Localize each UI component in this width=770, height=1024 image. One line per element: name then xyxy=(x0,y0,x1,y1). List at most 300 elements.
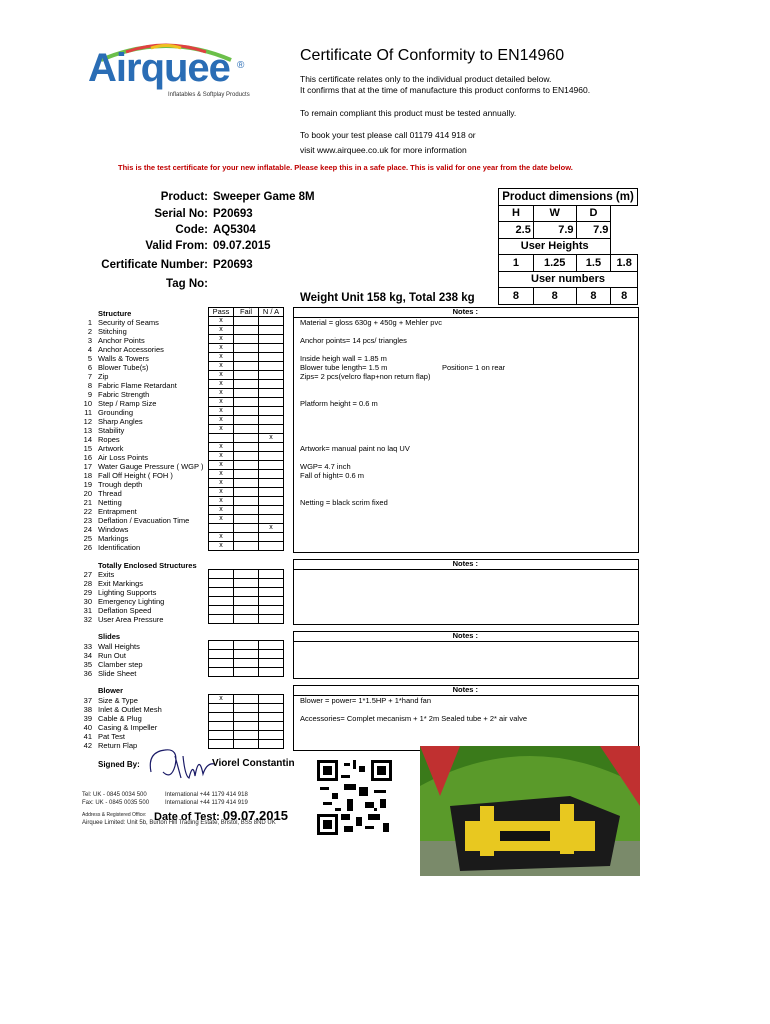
item-number: 38 xyxy=(83,705,92,714)
notes-divider xyxy=(294,569,638,570)
check-cell-pass[interactable]: x xyxy=(209,344,234,353)
enclosed-title: Totally Enclosed Structures xyxy=(98,561,197,570)
check-cell-pass[interactable]: x xyxy=(209,479,234,488)
item-label: Inlet & Outlet Mesh xyxy=(98,705,162,714)
check-cell-pass[interactable] xyxy=(209,668,234,677)
item-label: Stability xyxy=(98,426,125,435)
check-cell-fail[interactable] xyxy=(234,506,259,515)
footer-tel-international: International +44 1179 414 918 xyxy=(165,792,248,798)
check-cell-na[interactable]: x xyxy=(259,434,284,443)
grid-row xyxy=(209,497,284,506)
item-label: Wall Heights xyxy=(98,642,140,651)
note-line: Anchor points= 14 pcs/ triangles xyxy=(300,336,407,345)
item-number: 11 xyxy=(84,408,92,417)
item-number: 16 xyxy=(83,453,92,462)
check-cell-na[interactable] xyxy=(259,570,284,579)
check-cell-fail[interactable] xyxy=(234,434,259,443)
item-label: Run Out xyxy=(98,651,126,660)
check-cell-na[interactable] xyxy=(259,506,284,515)
blower-title: Blower xyxy=(98,686,124,695)
note-line: WGP= 4.7 inch xyxy=(300,462,351,471)
item-label: Stitching xyxy=(98,327,127,336)
logo: Airquee xyxy=(88,46,230,90)
item-label: Windows xyxy=(98,525,129,534)
item-number: 15 xyxy=(83,444,92,453)
check-cell-fail[interactable] xyxy=(234,533,259,542)
check-cell-na[interactable] xyxy=(259,479,284,488)
item-label: Blower Tube(s) xyxy=(98,363,149,372)
item-number: 20 xyxy=(83,489,92,498)
check-cell-fail[interactable] xyxy=(234,344,259,353)
grid-header-cell: Pass xyxy=(209,308,234,317)
check-cell-pass[interactable]: x xyxy=(209,452,234,461)
item-number: 23 xyxy=(83,516,92,525)
grid-row xyxy=(209,407,284,416)
check-cell-na[interactable] xyxy=(259,641,284,650)
grid-row xyxy=(209,704,284,713)
check-cell-pass[interactable] xyxy=(209,650,234,659)
user-number: 8 xyxy=(611,288,638,305)
enclosed-check-grid xyxy=(208,569,284,624)
grid-row xyxy=(209,506,284,515)
check-cell-pass[interactable] xyxy=(209,606,234,615)
item-number: 26 xyxy=(83,543,92,552)
grid-row xyxy=(209,659,284,668)
item-label: Clamber step xyxy=(98,660,143,669)
check-cell-pass[interactable]: x xyxy=(209,326,234,335)
item-number: 41 xyxy=(83,732,92,741)
check-cell-pass[interactable]: x xyxy=(209,380,234,389)
check-cell-na[interactable] xyxy=(259,704,284,713)
empty-cell xyxy=(611,222,638,239)
check-cell-fail[interactable] xyxy=(234,704,259,713)
check-cell-pass[interactable]: x xyxy=(209,389,234,398)
item-label: Sharp Angles xyxy=(98,417,143,426)
grid-row xyxy=(209,597,284,606)
note-line: Blower = power= 1*1.5HP + 1*hand fan xyxy=(300,696,431,705)
check-cell-fail[interactable] xyxy=(234,362,259,371)
check-cell-na[interactable] xyxy=(259,533,284,542)
check-cell-fail[interactable] xyxy=(234,713,259,722)
check-cell-fail[interactable] xyxy=(234,579,259,588)
check-cell-fail[interactable] xyxy=(234,416,259,425)
check-cell-pass[interactable]: x xyxy=(209,317,234,326)
check-cell-fail[interactable] xyxy=(234,488,259,497)
check-cell-na[interactable] xyxy=(259,344,284,353)
empty-cell xyxy=(611,238,638,255)
check-cell-na[interactable] xyxy=(259,335,284,344)
check-cell-pass[interactable] xyxy=(209,713,234,722)
check-cell-pass[interactable]: x xyxy=(209,542,234,551)
code-label: Code: xyxy=(175,224,208,236)
grid-row xyxy=(209,425,284,434)
product-label: Product: xyxy=(160,191,208,203)
check-cell-fail[interactable] xyxy=(234,452,259,461)
item-label: Fall Off Height ( FOH ) xyxy=(98,471,173,480)
user-number: 8 xyxy=(576,288,611,305)
item-number: 12 xyxy=(83,417,92,426)
item-label: Casing & Impeller xyxy=(98,723,158,732)
check-cell-na[interactable] xyxy=(259,461,284,470)
warning-text: This is the test certificate for your new inflatable. Please keep this in a safe place. This is valid for one year from the date below. xyxy=(118,163,573,172)
item-number: 25 xyxy=(83,534,92,543)
check-cell-na[interactable] xyxy=(259,416,284,425)
check-cell-na[interactable] xyxy=(259,515,284,524)
item-number: 3 xyxy=(87,336,92,345)
check-cell-pass[interactable]: x xyxy=(209,362,234,371)
item-number: 6 xyxy=(87,363,92,372)
check-cell-fail[interactable] xyxy=(234,398,259,407)
check-cell-na[interactable] xyxy=(259,497,284,506)
notes-header: Notes : xyxy=(452,685,478,694)
note-line: Zips= 2 pcs(velcro flap+non return flap) xyxy=(300,372,431,381)
check-cell-na[interactable] xyxy=(259,659,284,668)
check-cell-na[interactable] xyxy=(259,722,284,731)
item-label: Trough depth xyxy=(98,480,143,489)
item-label: Water Gauge Pressure ( WGP ) xyxy=(98,462,204,471)
grid-row xyxy=(209,362,284,371)
check-cell-na[interactable] xyxy=(259,353,284,362)
dim-value: 7.9 xyxy=(576,222,611,239)
item-label: Ropes xyxy=(98,435,120,444)
product-photo xyxy=(420,746,640,876)
check-cell-pass[interactable]: x xyxy=(209,488,234,497)
item-label: Entrapment xyxy=(98,507,137,516)
item-label: Exit Markings xyxy=(98,579,144,588)
check-cell-pass[interactable] xyxy=(209,722,234,731)
item-label: Cable & Plug xyxy=(98,714,142,723)
check-cell-fail[interactable] xyxy=(234,461,259,470)
check-cell-fail[interactable] xyxy=(234,515,259,524)
check-cell-na[interactable] xyxy=(259,452,284,461)
grid-row xyxy=(209,416,284,425)
user-height: 1.8 xyxy=(611,255,638,272)
enclosed-notes-box xyxy=(293,559,639,625)
check-cell-na[interactable] xyxy=(259,579,284,588)
item-number: 4 xyxy=(87,345,92,354)
grid-row xyxy=(209,353,284,362)
grid-row xyxy=(209,434,284,443)
check-cell-pass[interactable] xyxy=(209,659,234,668)
check-cell-fail[interactable] xyxy=(234,668,259,677)
grid-row xyxy=(209,650,284,659)
dim-value: 2.5 xyxy=(499,222,534,239)
check-cell-fail[interactable] xyxy=(234,443,259,452)
item-number: 39 xyxy=(83,714,92,723)
check-cell-pass[interactable]: x xyxy=(209,515,234,524)
check-cell-na[interactable] xyxy=(259,470,284,479)
dim-header: D xyxy=(576,205,611,222)
user-heights-title: User Heights xyxy=(499,238,611,255)
check-cell-na[interactable] xyxy=(259,668,284,677)
grid-row xyxy=(209,479,284,488)
check-cell-na[interactable] xyxy=(259,542,284,551)
dim-header: W xyxy=(533,205,576,222)
grid-row xyxy=(209,713,284,722)
dim-header: H xyxy=(499,205,534,222)
check-cell-na[interactable] xyxy=(259,740,284,749)
item-label: Deflation Speed xyxy=(98,606,152,615)
item-label: Emergency Lighting xyxy=(98,597,165,606)
user-numbers-title: User numbers xyxy=(499,271,638,288)
grid-row xyxy=(209,326,284,335)
item-label: Lighting Supports xyxy=(98,588,157,597)
note-line: Accessories= Complet mecanism + 1* 2m Sealed tube + 2* air valve xyxy=(300,714,527,723)
date-label: Date of Test: xyxy=(154,811,220,823)
check-cell-pass[interactable]: x xyxy=(209,407,234,416)
check-cell-pass[interactable] xyxy=(209,597,234,606)
check-cell-na[interactable] xyxy=(259,425,284,434)
item-label: Thread xyxy=(98,489,122,498)
check-cell-pass[interactable]: x xyxy=(209,371,234,380)
date-value: 09.07.2015 xyxy=(222,808,288,823)
item-number: 30 xyxy=(83,597,92,606)
check-cell-na[interactable]: x xyxy=(259,524,284,533)
check-cell-fail[interactable] xyxy=(234,641,259,650)
item-label: Netting xyxy=(98,498,122,507)
check-cell-na[interactable] xyxy=(259,371,284,380)
grid-header-cell: N / A xyxy=(259,308,284,317)
notes-header: Notes : xyxy=(452,559,478,568)
check-cell-pass[interactable]: x xyxy=(209,443,234,452)
user-height: 1.5 xyxy=(576,255,611,272)
check-cell-na[interactable] xyxy=(259,362,284,371)
check-cell-na[interactable] xyxy=(259,597,284,606)
item-number: 17 xyxy=(83,462,92,471)
grid-row xyxy=(209,722,284,731)
check-cell-pass[interactable]: x xyxy=(209,461,234,470)
check-cell-pass[interactable] xyxy=(209,641,234,650)
footer-fax-international: International +44 1179 414 919 xyxy=(165,800,248,806)
check-cell-pass[interactable] xyxy=(209,731,234,740)
user-number: 8 xyxy=(499,288,534,305)
intro-line-2: It confirms that at the time of manufacture this product conforms to EN14960. xyxy=(300,85,591,95)
item-label: Step / Ramp Size xyxy=(98,399,157,408)
check-cell-fail[interactable] xyxy=(234,542,259,551)
check-cell-fail[interactable] xyxy=(234,615,259,624)
date-of-test xyxy=(154,808,288,823)
footer-office-label: Address & Registered Office: xyxy=(82,812,147,818)
dimensions-title: Product dimensions (m) xyxy=(499,189,638,206)
signature-name: Viorel Constantin xyxy=(212,758,295,769)
certificate-title: Certificate Of Conformity to EN14960 xyxy=(300,47,565,64)
user-height: 1 xyxy=(499,255,534,272)
product-value: Sweeper Game 8M xyxy=(213,191,315,203)
grid-row xyxy=(209,579,284,588)
intro-line-5: visit www.airquee.co.uk for more information xyxy=(300,145,467,155)
structure-check-grid xyxy=(208,307,284,551)
serial-value: P20693 xyxy=(213,208,253,220)
item-label: Fabric Flame Retardant xyxy=(98,381,177,390)
item-number: 34 xyxy=(83,651,92,660)
item-label: Security of Seams xyxy=(98,318,159,327)
check-cell-fail[interactable] xyxy=(234,389,259,398)
item-label: Anchor Points xyxy=(98,336,145,345)
item-number: 13 xyxy=(83,426,92,435)
check-cell-pass[interactable]: x xyxy=(209,506,234,515)
grid-row xyxy=(209,371,284,380)
check-cell-pass[interactable]: x xyxy=(209,533,234,542)
check-cell-fail[interactable] xyxy=(234,650,259,659)
slides-title: Slides xyxy=(98,632,121,641)
grid-row xyxy=(209,570,284,579)
check-cell-na[interactable] xyxy=(259,407,284,416)
intro-line-4: To book your test please call 01179 414 918 or xyxy=(300,130,476,140)
item-number: 8 xyxy=(87,381,92,390)
grid-row xyxy=(209,335,284,344)
item-number: 32 xyxy=(83,615,92,624)
check-cell-na[interactable] xyxy=(259,731,284,740)
note-line: Inside heigh wall = 1.85 m xyxy=(300,354,387,363)
check-cell-pass[interactable]: x xyxy=(209,335,234,344)
check-cell-fail[interactable] xyxy=(234,570,259,579)
grid-row xyxy=(209,515,284,524)
check-cell-fail[interactable] xyxy=(234,335,259,344)
check-cell-fail[interactable] xyxy=(234,380,259,389)
item-number: 31 xyxy=(83,606,92,615)
item-label: Exits xyxy=(98,570,115,579)
grid-row xyxy=(209,542,284,551)
check-cell-fail[interactable] xyxy=(234,606,259,615)
check-cell-na[interactable] xyxy=(259,389,284,398)
check-cell-na[interactable] xyxy=(259,398,284,407)
grid-row xyxy=(209,615,284,624)
footer-tel: Tel: UK - 0845 0034 500 xyxy=(82,792,147,798)
item-label: Zip xyxy=(98,372,109,381)
item-number: 14 xyxy=(83,435,92,444)
blower-check-grid xyxy=(208,694,284,749)
check-cell-fail[interactable] xyxy=(234,588,259,597)
check-cell-fail[interactable] xyxy=(234,524,259,533)
item-number: 29 xyxy=(83,588,92,597)
check-cell-na[interactable] xyxy=(259,588,284,597)
check-cell-pass[interactable]: x xyxy=(209,695,234,704)
check-cell-fail[interactable] xyxy=(234,497,259,506)
item-label: Return Flap xyxy=(98,741,138,750)
check-cell-na[interactable] xyxy=(259,326,284,335)
notes-divider xyxy=(294,641,638,642)
check-cell-pass[interactable] xyxy=(209,588,234,597)
serial-label: Serial No: xyxy=(154,208,208,220)
check-cell-pass[interactable] xyxy=(209,704,234,713)
item-number: 24 xyxy=(83,525,92,534)
footer-fax: Fax: UK - 0845 0035 500 xyxy=(82,800,150,806)
logo-tagline: Inflatables & Softplay Products xyxy=(168,92,250,98)
check-cell-pass[interactable] xyxy=(209,579,234,588)
empty-cell xyxy=(611,205,638,222)
check-cell-pass[interactable]: x xyxy=(209,398,234,407)
item-number: 33 xyxy=(83,642,92,651)
certificate-number-label: Certificate Number: xyxy=(101,259,208,271)
check-cell-na[interactable] xyxy=(259,713,284,722)
grid-row xyxy=(209,588,284,597)
check-cell-pass[interactable]: x xyxy=(209,470,234,479)
note-line: Position= 1 on rear xyxy=(442,363,506,372)
intro-line-3: To remain compliant this product must be tested annually. xyxy=(300,108,517,118)
note-line: Blower tube length= 1.5 m xyxy=(300,363,388,372)
check-cell-pass[interactable]: x xyxy=(209,425,234,434)
item-number: 1 xyxy=(87,318,92,327)
check-cell-na[interactable] xyxy=(259,380,284,389)
registered-mark: ® xyxy=(237,60,245,71)
item-number: 21 xyxy=(83,498,92,507)
check-cell-na[interactable] xyxy=(259,615,284,624)
check-cell-pass[interactable] xyxy=(209,434,234,443)
check-cell-fail[interactable] xyxy=(234,425,259,434)
intro-line-1: This certificate relates only to the individual product detailed below. xyxy=(300,74,552,84)
item-label: Fabric Strength xyxy=(98,390,150,399)
check-cell-pass[interactable] xyxy=(209,615,234,624)
item-number: 2 xyxy=(87,327,92,336)
dim-value: 7.9 xyxy=(533,222,576,239)
check-cell-na[interactable] xyxy=(259,606,284,615)
grid-row xyxy=(209,452,284,461)
check-cell-fail[interactable] xyxy=(234,597,259,606)
notes-header: Notes : xyxy=(452,307,478,316)
check-cell-pass[interactable]: x xyxy=(209,497,234,506)
check-cell-fail[interactable] xyxy=(234,479,259,488)
check-cell-fail[interactable] xyxy=(234,731,259,740)
notes-header: Notes : xyxy=(452,631,478,640)
grid-row xyxy=(209,488,284,497)
item-number: 10 xyxy=(83,399,92,408)
item-number: 27 xyxy=(83,570,92,579)
grid-header-row xyxy=(209,308,284,317)
item-label: Slide Sheet xyxy=(98,669,137,678)
check-cell-pass[interactable] xyxy=(209,524,234,533)
check-cell-fail[interactable] xyxy=(234,371,259,380)
check-cell-fail[interactable] xyxy=(234,722,259,731)
grid-row xyxy=(209,668,284,677)
note-line: Material = gloss 630g + 450g + Mehler pvc xyxy=(300,318,442,327)
check-cell-fail[interactable] xyxy=(234,353,259,362)
weight-text: Weight Unit 158 kg, Total 238 kg xyxy=(300,292,475,304)
footer-address: Airquee Limited: Unit 5b, Burton Hill Trading Estate, Bristol, BS5 8ND UK xyxy=(82,820,276,826)
grid-row xyxy=(209,380,284,389)
check-cell-fail[interactable] xyxy=(234,470,259,479)
check-cell-pass[interactable]: x xyxy=(209,416,234,425)
check-cell-na[interactable] xyxy=(259,443,284,452)
check-cell-pass[interactable]: x xyxy=(209,353,234,362)
note-line: Fall of hight= 0.6 m xyxy=(300,471,364,480)
item-number: 7 xyxy=(87,372,92,381)
note-line: Artwork= manual paint no laq UV xyxy=(300,444,410,453)
note-line: Netting = black scrim fixed xyxy=(300,498,388,507)
user-height: 1.25 xyxy=(533,255,576,272)
grid-row xyxy=(209,731,284,740)
item-number: 42 xyxy=(83,741,92,750)
item-label: Air Loss Points xyxy=(98,453,149,462)
check-cell-na[interactable] xyxy=(259,317,284,326)
item-number: 40 xyxy=(83,723,92,732)
check-cell-na[interactable] xyxy=(259,650,284,659)
check-cell-na[interactable] xyxy=(259,695,284,704)
slides-check-grid xyxy=(208,640,284,677)
check-cell-fail[interactable] xyxy=(234,659,259,668)
check-cell-fail[interactable] xyxy=(234,407,259,416)
item-label: Anchor Accessories xyxy=(98,345,164,354)
item-label: Walls & Towers xyxy=(98,354,149,363)
item-label: Identification xyxy=(98,543,141,552)
check-cell-na[interactable] xyxy=(259,488,284,497)
item-number: 19 xyxy=(83,480,92,489)
check-cell-fail[interactable] xyxy=(234,740,259,749)
check-cell-pass[interactable] xyxy=(209,570,234,579)
check-cell-fail[interactable] xyxy=(234,695,259,704)
item-label: Grounding xyxy=(98,408,134,417)
check-cell-fail[interactable] xyxy=(234,317,259,326)
check-cell-fail[interactable] xyxy=(234,326,259,335)
